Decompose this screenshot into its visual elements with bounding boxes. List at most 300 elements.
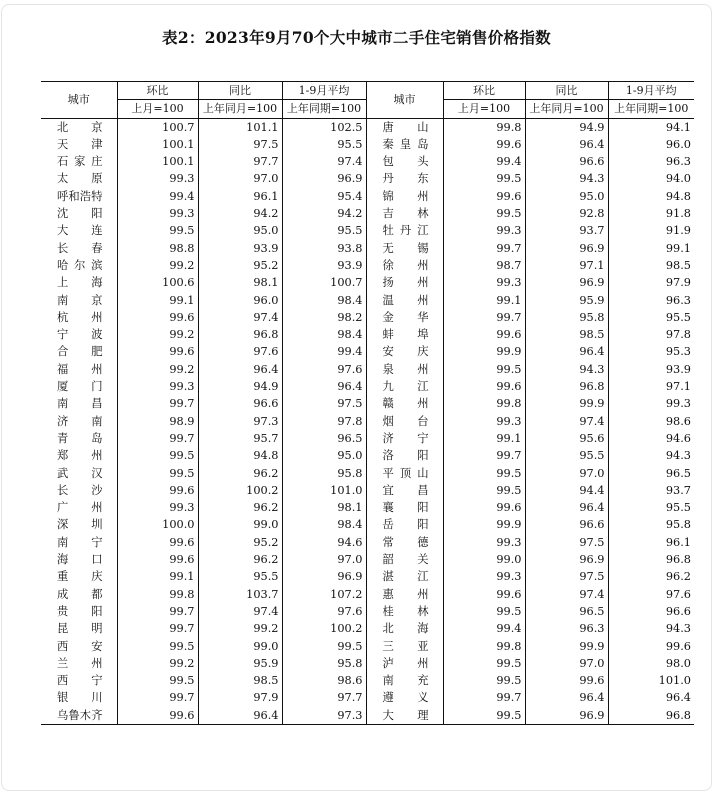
yoy-value-right: 95.9 xyxy=(525,292,608,309)
table-title: 表2：2023年9月70个大中城市二手住宅销售价格指数 xyxy=(162,28,551,47)
price-index-table xyxy=(41,81,694,725)
mom-value-right: 99.6 xyxy=(443,326,525,343)
city-name-right: 常德 xyxy=(366,534,443,551)
mom-value-right: 99.1 xyxy=(443,292,525,309)
city-name-right: 北海 xyxy=(366,620,443,637)
mom-value-right: 99.5 xyxy=(443,205,525,222)
mom-value-right: 99.6 xyxy=(443,586,525,603)
avg-value-left: 97.8 xyxy=(282,413,366,430)
table-row xyxy=(41,343,694,360)
city-name-left: 贵阳 xyxy=(57,604,103,618)
yoy-value-left: 97.6 xyxy=(198,343,282,360)
yoy-value-right: 97.0 xyxy=(525,655,608,672)
mom-value-left: 99.6 xyxy=(117,309,198,326)
yoy-value-right: 99.6 xyxy=(525,672,608,689)
table-row xyxy=(41,655,694,672)
avg-value-left: 96.9 xyxy=(282,170,366,187)
yoy-value-left: 103.7 xyxy=(198,586,282,603)
avg-value-right: 97.9 xyxy=(608,274,694,291)
mom-value-left: 98.8 xyxy=(117,240,198,257)
mom-value-left: 99.6 xyxy=(117,482,198,499)
avg-value-left: 98.2 xyxy=(282,309,366,326)
city-header-left: 城市 xyxy=(41,82,117,119)
mom-value-right: 99.3 xyxy=(443,568,525,585)
yoy-value-right: 94.4 xyxy=(525,482,608,499)
avg-value-right: 97.6 xyxy=(608,586,694,603)
mom-value-right: 99.0 xyxy=(443,551,525,568)
mom-value-right: 99.5 xyxy=(443,707,525,725)
yoy-value-right: 95.6 xyxy=(525,430,608,447)
table-row xyxy=(41,205,694,222)
yoy-value-right: 96.4 xyxy=(525,499,608,516)
yoy-header-left: 同比 xyxy=(198,82,282,100)
table-row xyxy=(41,257,694,274)
yoy-value-left: 94.9 xyxy=(198,378,282,395)
avg-base-left: 上年同期=100 xyxy=(282,100,366,118)
city-name-left: 呼和浩特 xyxy=(57,189,103,203)
avg-value-left: 94.6 xyxy=(282,534,366,551)
avg-value-left: 95.5 xyxy=(282,222,366,239)
mom-value-right: 99.8 xyxy=(443,395,525,412)
mom-value-right: 99.1 xyxy=(443,430,525,447)
mom-value-left: 100.6 xyxy=(117,274,198,291)
mom-value-left: 99.1 xyxy=(117,292,198,309)
mom-value-right: 99.5 xyxy=(443,170,525,187)
mom-value-right: 99.5 xyxy=(443,603,525,620)
avg-value-right: 95.5 xyxy=(608,499,694,516)
document-page xyxy=(1,4,712,791)
avg-value-right: 97.8 xyxy=(608,326,694,343)
city-name-right: 烟台 xyxy=(366,413,443,430)
city-name-right: 九江 xyxy=(366,378,443,395)
yoy-value-left: 96.0 xyxy=(198,292,282,309)
avg-value-left: 99.5 xyxy=(282,638,366,655)
table-row xyxy=(41,170,694,187)
avg-value-left: 98.4 xyxy=(282,292,366,309)
city-name-left: 大连 xyxy=(57,224,103,238)
yoy-value-right: 96.9 xyxy=(525,551,608,568)
mom-value-right: 99.6 xyxy=(443,136,525,153)
city-name-right: 唐山 xyxy=(366,118,443,136)
mom-value-right: 99.6 xyxy=(443,378,525,395)
city-name-right: 吉林 xyxy=(366,205,443,222)
yoy-value-left: 95.7 xyxy=(198,430,282,447)
city-name-right: 宜昌 xyxy=(366,482,443,499)
city-name-right: 徐州 xyxy=(366,257,443,274)
yoy-value-right: 97.4 xyxy=(525,586,608,603)
table-row xyxy=(41,153,694,170)
city-name-right: 无锡 xyxy=(366,240,443,257)
yoy-value-right: 98.5 xyxy=(525,326,608,343)
mom-value-left: 99.6 xyxy=(117,707,198,725)
city-name-right: 韶关 xyxy=(366,551,443,568)
yoy-value-left: 96.2 xyxy=(198,499,282,516)
avg-value-right: 94.3 xyxy=(608,447,694,464)
avg-value-right: 96.8 xyxy=(608,551,694,568)
mom-value-right: 99.3 xyxy=(443,274,525,291)
mom-value-left: 99.3 xyxy=(117,205,198,222)
avg-value-right: 99.6 xyxy=(608,638,694,655)
yoy-value-right: 93.7 xyxy=(525,222,608,239)
city-name-left: 武汉 xyxy=(57,466,103,480)
yoy-value-left: 99.0 xyxy=(198,638,282,655)
table-row xyxy=(41,188,694,205)
avg-value-right: 96.1 xyxy=(608,534,694,551)
yoy-value-left: 95.9 xyxy=(198,655,282,672)
table-row xyxy=(41,326,694,343)
avg-value-right: 94.0 xyxy=(608,170,694,187)
avg-value-left: 98.4 xyxy=(282,326,366,343)
yoy-value-left: 96.2 xyxy=(198,551,282,568)
yoy-value-left: 93.9 xyxy=(198,240,282,257)
table-row xyxy=(41,118,694,136)
mom-value-right: 99.9 xyxy=(443,343,525,360)
city-name-right: 金华 xyxy=(366,309,443,326)
mom-value-left: 99.2 xyxy=(117,361,198,378)
table-row xyxy=(41,292,694,309)
avg-value-left: 97.5 xyxy=(282,395,366,412)
table-row xyxy=(41,603,694,620)
city-name-right: 洛阳 xyxy=(366,447,443,464)
mom-value-right: 99.9 xyxy=(443,516,525,533)
table-row xyxy=(41,361,694,378)
mom-value-right: 99.6 xyxy=(443,499,525,516)
avg-value-left: 96.9 xyxy=(282,568,366,585)
avg-value-left: 96.5 xyxy=(282,430,366,447)
yoy-value-right: 94.3 xyxy=(525,170,608,187)
city-name-left: 深圳 xyxy=(57,518,103,532)
mom-value-left: 99.3 xyxy=(117,378,198,395)
avg-value-right: 94.6 xyxy=(608,430,694,447)
yoy-value-right: 95.5 xyxy=(525,447,608,464)
yoy-value-left: 96.8 xyxy=(198,326,282,343)
avg-value-left: 97.4 xyxy=(282,153,366,170)
avg-value-left: 93.9 xyxy=(282,257,366,274)
avg-value-left: 95.0 xyxy=(282,447,366,464)
avg-value-right: 97.1 xyxy=(608,378,694,395)
table-row xyxy=(41,534,694,551)
city-name-right: 赣州 xyxy=(366,395,443,412)
mom-value-left: 99.7 xyxy=(117,689,198,706)
avg-value-left: 97.3 xyxy=(282,707,366,725)
mom-value-right: 99.5 xyxy=(443,655,525,672)
table-row xyxy=(41,586,694,603)
avg-value-right: 91.9 xyxy=(608,222,694,239)
avg-value-right: 95.8 xyxy=(608,516,694,533)
avg-header-right: 1-9月平均 xyxy=(608,82,694,100)
city-name-right: 秦皇岛 xyxy=(366,136,443,153)
mom-value-left: 99.5 xyxy=(117,672,198,689)
mom-value-right: 99.8 xyxy=(443,638,525,655)
city-name-left: 宁波 xyxy=(57,328,103,342)
avg-value-right: 94.8 xyxy=(608,188,694,205)
yoy-value-right: 96.6 xyxy=(525,153,608,170)
avg-value-right: 93.9 xyxy=(608,361,694,378)
yoy-value-left: 97.4 xyxy=(198,603,282,620)
mom-value-right: 99.4 xyxy=(443,620,525,637)
table-row xyxy=(41,689,694,706)
mom-value-left: 99.7 xyxy=(117,603,198,620)
table-row xyxy=(41,447,694,464)
avg-value-right: 98.5 xyxy=(608,257,694,274)
city-name-right: 丹东 xyxy=(366,170,443,187)
yoy-value-right: 99.9 xyxy=(525,395,608,412)
yoy-base-right: 上年同月=100 xyxy=(525,100,608,118)
yoy-value-right: 96.9 xyxy=(525,274,608,291)
mom-value-left: 98.9 xyxy=(117,413,198,430)
avg-value-left: 95.8 xyxy=(282,655,366,672)
yoy-value-right: 96.5 xyxy=(525,603,608,620)
mom-value-left: 100.0 xyxy=(117,516,198,533)
avg-value-right: 98.0 xyxy=(608,655,694,672)
avg-value-right: 94.1 xyxy=(608,118,694,136)
avg-value-left: 95.8 xyxy=(282,465,366,482)
yoy-value-right: 99.9 xyxy=(525,638,608,655)
mom-value-left: 100.1 xyxy=(117,153,198,170)
city-name-right: 遵义 xyxy=(366,689,443,706)
yoy-value-left: 94.2 xyxy=(198,205,282,222)
yoy-value-left: 96.4 xyxy=(198,707,282,725)
mom-header-right: 环比 xyxy=(443,82,525,100)
table-row xyxy=(41,240,694,257)
city-name-left: 北京 xyxy=(57,120,103,134)
yoy-value-right: 95.8 xyxy=(525,309,608,326)
yoy-value-left: 96.6 xyxy=(198,395,282,412)
city-name-left: 兰州 xyxy=(57,656,103,670)
yoy-value-right: 94.3 xyxy=(525,361,608,378)
mom-value-left: 99.8 xyxy=(117,586,198,603)
city-name-right: 平顶山 xyxy=(366,465,443,482)
yoy-value-left: 99.2 xyxy=(198,620,282,637)
mom-value-left: 100.7 xyxy=(117,118,198,136)
city-name-left: 济南 xyxy=(57,414,103,428)
mom-header-left: 环比 xyxy=(117,82,198,100)
table-row xyxy=(41,568,694,585)
header-row-1 xyxy=(41,82,694,100)
yoy-value-left: 95.5 xyxy=(198,568,282,585)
avg-header-left: 1-9月平均 xyxy=(282,82,366,100)
yoy-value-left: 100.2 xyxy=(198,482,282,499)
city-name-left: 西宁 xyxy=(57,674,103,688)
table-row xyxy=(41,620,694,637)
yoy-value-left: 99.0 xyxy=(198,516,282,533)
city-name-right: 泉州 xyxy=(366,361,443,378)
avg-value-left: 98.4 xyxy=(282,516,366,533)
mom-value-right: 98.7 xyxy=(443,257,525,274)
mom-value-left: 99.2 xyxy=(117,257,198,274)
mom-value-left: 99.7 xyxy=(117,620,198,637)
table-row xyxy=(41,707,694,725)
avg-value-left: 100.7 xyxy=(282,274,366,291)
city-name-left: 南宁 xyxy=(57,535,103,549)
city-name-right: 扬州 xyxy=(366,274,443,291)
yoy-value-right: 97.0 xyxy=(525,465,608,482)
table-row xyxy=(41,413,694,430)
yoy-value-left: 96.1 xyxy=(198,188,282,205)
table-row xyxy=(41,465,694,482)
city-name-left: 石家庄 xyxy=(57,155,103,169)
mom-value-left: 99.5 xyxy=(117,465,198,482)
mom-value-left: 99.6 xyxy=(117,343,198,360)
table-row xyxy=(41,672,694,689)
mom-value-right: 99.3 xyxy=(443,222,525,239)
avg-value-right: 96.4 xyxy=(608,689,694,706)
mom-value-left: 99.4 xyxy=(117,188,198,205)
city-name-left: 福州 xyxy=(57,362,103,376)
city-name-left: 银川 xyxy=(57,691,103,705)
mom-value-left: 99.3 xyxy=(117,499,198,516)
table-row xyxy=(41,551,694,568)
city-name-left: 太原 xyxy=(57,172,103,186)
yoy-header-right: 同比 xyxy=(525,82,608,100)
avg-value-left: 100.2 xyxy=(282,620,366,637)
city-name-right: 包头 xyxy=(366,153,443,170)
yoy-value-left: 97.7 xyxy=(198,153,282,170)
avg-value-left: 107.2 xyxy=(282,586,366,603)
mom-value-left: 99.2 xyxy=(117,326,198,343)
mom-value-left: 99.3 xyxy=(117,170,198,187)
mom-value-left: 99.6 xyxy=(117,534,198,551)
city-name-left: 海口 xyxy=(57,553,103,567)
yoy-base-left: 上年同月=100 xyxy=(198,100,282,118)
avg-value-right: 96.0 xyxy=(608,136,694,153)
yoy-value-right: 97.1 xyxy=(525,257,608,274)
city-name-right: 桂林 xyxy=(366,603,443,620)
avg-value-left: 102.5 xyxy=(282,118,366,136)
yoy-value-right: 96.4 xyxy=(525,689,608,706)
avg-value-left: 95.4 xyxy=(282,188,366,205)
avg-value-left: 97.6 xyxy=(282,361,366,378)
avg-base-right: 上年同期=100 xyxy=(608,100,694,118)
city-name-right: 安庆 xyxy=(366,343,443,360)
avg-value-left: 97.7 xyxy=(282,689,366,706)
table-row xyxy=(41,516,694,533)
mom-value-left: 99.5 xyxy=(117,638,198,655)
table-row xyxy=(41,309,694,326)
yoy-value-right: 92.8 xyxy=(525,205,608,222)
yoy-value-left: 97.4 xyxy=(198,309,282,326)
city-name-left: 杭州 xyxy=(57,310,103,324)
yoy-value-left: 97.9 xyxy=(198,689,282,706)
city-name-right: 南充 xyxy=(366,672,443,689)
city-name-right: 蚌埠 xyxy=(366,326,443,343)
mom-value-right: 99.8 xyxy=(443,118,525,136)
avg-value-left: 97.6 xyxy=(282,603,366,620)
city-name-left: 上海 xyxy=(57,276,103,290)
avg-value-left: 96.4 xyxy=(282,378,366,395)
table-row xyxy=(41,430,694,447)
mom-value-right: 99.6 xyxy=(443,188,525,205)
mom-value-left: 99.7 xyxy=(117,430,198,447)
yoy-value-right: 96.9 xyxy=(525,240,608,257)
yoy-value-right: 96.4 xyxy=(525,343,608,360)
yoy-value-right: 96.3 xyxy=(525,620,608,637)
avg-value-left: 93.8 xyxy=(282,240,366,257)
mom-base-right: 上月=100 xyxy=(443,100,525,118)
avg-value-right: 96.2 xyxy=(608,568,694,585)
mom-value-right: 99.5 xyxy=(443,482,525,499)
yoy-value-left: 95.2 xyxy=(198,534,282,551)
mom-value-right: 99.3 xyxy=(443,413,525,430)
city-name-left: 昆明 xyxy=(57,622,103,636)
yoy-value-left: 96.4 xyxy=(198,361,282,378)
city-name-right: 湛江 xyxy=(366,568,443,585)
city-name-right: 锦州 xyxy=(366,188,443,205)
table-row xyxy=(41,499,694,516)
mom-value-right: 99.7 xyxy=(443,240,525,257)
mom-value-right: 99.5 xyxy=(443,672,525,689)
yoy-value-left: 97.3 xyxy=(198,413,282,430)
table-row xyxy=(41,378,694,395)
city-name-left: 厦门 xyxy=(57,380,103,394)
yoy-value-left: 101.1 xyxy=(198,118,282,136)
city-name-left: 沈阳 xyxy=(57,207,103,221)
table-row xyxy=(41,274,694,291)
avg-value-left: 98.6 xyxy=(282,672,366,689)
avg-value-left: 98.1 xyxy=(282,499,366,516)
table-row xyxy=(41,482,694,499)
city-name-right: 惠州 xyxy=(366,586,443,603)
avg-value-right: 99.1 xyxy=(608,240,694,257)
avg-value-left: 101.0 xyxy=(282,482,366,499)
city-name-right: 济宁 xyxy=(366,430,443,447)
mom-value-right: 99.3 xyxy=(443,534,525,551)
yoy-value-left: 95.0 xyxy=(198,222,282,239)
yoy-value-left: 98.1 xyxy=(198,274,282,291)
city-name-right: 大理 xyxy=(366,707,443,725)
avg-value-right: 101.0 xyxy=(608,672,694,689)
city-name-right: 三亚 xyxy=(366,638,443,655)
mom-value-right: 99.7 xyxy=(443,689,525,706)
yoy-value-right: 97.5 xyxy=(525,534,608,551)
city-name-left: 西安 xyxy=(57,639,103,653)
city-name-left: 成都 xyxy=(57,587,103,601)
mom-value-right: 99.7 xyxy=(443,309,525,326)
yoy-value-right: 94.9 xyxy=(525,118,608,136)
avg-value-left: 99.4 xyxy=(282,343,366,360)
city-name-right: 牡丹江 xyxy=(366,222,443,239)
city-name-left: 重庆 xyxy=(57,570,103,584)
avg-value-right: 96.3 xyxy=(608,292,694,309)
yoy-value-right: 96.6 xyxy=(525,516,608,533)
city-name-left: 郑州 xyxy=(57,449,103,463)
avg-value-right: 98.6 xyxy=(608,413,694,430)
avg-value-right: 96.6 xyxy=(608,603,694,620)
table-row xyxy=(41,222,694,239)
yoy-value-left: 97.0 xyxy=(198,170,282,187)
yoy-value-right: 96.8 xyxy=(525,378,608,395)
yoy-value-right: 97.4 xyxy=(525,413,608,430)
avg-value-right: 96.8 xyxy=(608,707,694,725)
avg-value-right: 95.3 xyxy=(608,343,694,360)
avg-value-right: 95.5 xyxy=(608,309,694,326)
yoy-value-left: 94.8 xyxy=(198,447,282,464)
avg-value-right: 99.3 xyxy=(608,395,694,412)
city-name-right: 温州 xyxy=(366,292,443,309)
city-name-right: 岳阳 xyxy=(366,516,443,533)
yoy-value-left: 95.2 xyxy=(198,257,282,274)
avg-value-right: 94.3 xyxy=(608,620,694,637)
yoy-value-left: 98.5 xyxy=(198,672,282,689)
avg-value-left: 97.0 xyxy=(282,551,366,568)
mom-value-left: 99.5 xyxy=(117,447,198,464)
mom-base-left: 上月=100 xyxy=(117,100,198,118)
mom-value-right: 99.4 xyxy=(443,153,525,170)
mom-value-right: 99.5 xyxy=(443,465,525,482)
city-name-left: 广州 xyxy=(57,501,103,515)
yoy-value-right: 96.4 xyxy=(525,136,608,153)
city-name-right: 泸州 xyxy=(366,655,443,672)
